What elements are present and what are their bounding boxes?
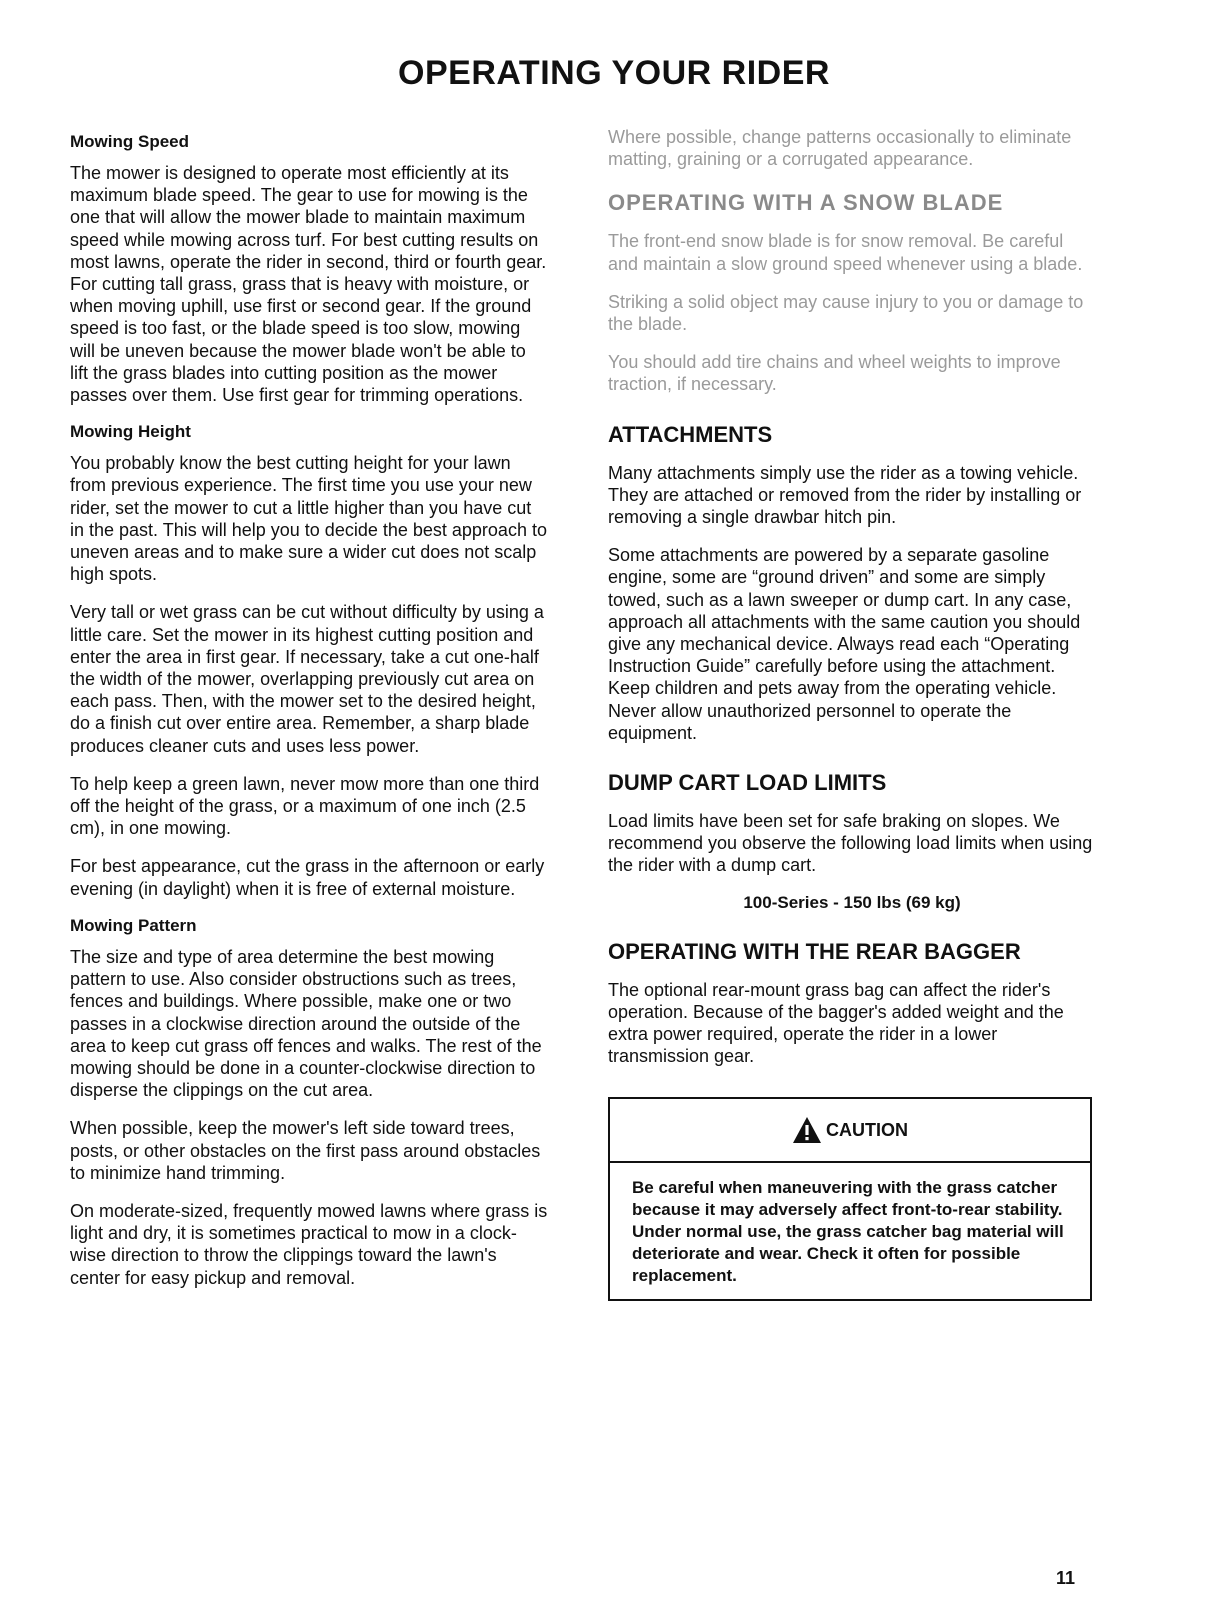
load-limit-value: 100-Series - 150 lbs (69 kg)	[743, 892, 961, 912]
dump-cart-paragraph: Load limits have been set for safe braking on slopes. We recommend you observe the following load limits when using the rider with a dump cart.	[608, 811, 1093, 876]
mowing-pattern-paragraph-3: On moderate-sized, frequently mowed lawns where grass is light and dry, it is sometimes practical to mow in a clock-wise direction to throw the clippings toward the lawn's center for easy pickup and removal.	[70, 1200, 548, 1288]
mowing-pattern-paragraph-2: When possible, keep the mower's left side toward trees, posts, or other obstacles on the first pass around obstacles to minimize hand trimming.	[70, 1118, 541, 1183]
mowing-height-paragraph-4: For best appearance, cut the grass in the afternoon or early evening (in daylight) when it is free of external moisture.	[70, 856, 545, 899]
mowing-speed-heading: Mowing Speed	[70, 132, 189, 151]
dump-cart-section	[608, 770, 1096, 913]
attachments-paragraph-2: Some attachments are powered by a separate gasoline engine, some are “ground driven” and some are simply towed, such as a lawn sweeper or dump cart. In any case, approach all attachments with the same caution you should give any mechanical device. Always read each “Operating Instruction Guide” carefully before using the attachment. Keep children and pets away from the operating vehicle. Never allow unauthorized personnel to operate the equipment.	[608, 545, 1081, 743]
left-column	[70, 126, 548, 1305]
rear-bagger-heading: OPERATING WITH THE REAR BAGGER	[608, 938, 1021, 964]
caution-box	[608, 1097, 1092, 1301]
dump-cart-heading: DUMP CART LOAD LIMITS	[608, 770, 887, 796]
snow-blade-paragraph-3: You should add tire chains and wheel weights to improve traction, if necessary.	[608, 352, 1061, 395]
snow-blade-paragraph-2: Striking a solid object may cause injury to you or damage to the blade.	[608, 291, 1084, 335]
page-title: OPERATING YOUR RIDER	[398, 54, 830, 92]
snow-blade-heading: OPERATING WITH A SNOW BLADE	[608, 190, 1004, 216]
mowing-height-paragraph-2: Very tall or wet grass can be cut without difficulty by using a little care. Set the mower in its highest cutting position and enter the area in first gear. If necessary, take a cut one-half the width of the mower, overlapping previously cut area on each pass. Then, with the mower set to the desired height, do a finish cut over entire area. Remember, a sharp blade produces cleaner cuts and uses less power.	[70, 602, 544, 756]
mowing-speed-section	[70, 132, 548, 406]
mowing-pattern-heading: Mowing Pattern	[70, 915, 197, 935]
page-number: 11	[1056, 1568, 1076, 1588]
mowing-height-paragraph-1: You probably know the best cutting height for your lawn from previous experience. The first time you use your new rider, set the mower to cut a little higher than you have cut in the past. This will help you to decide the best approach to uneven areas and to make sure a wider cut does not scalp high spots.	[70, 453, 547, 585]
mowing-height-paragraph-3: To help keep a green lawn, never mow more than one third off the height of the grass, or a maximum of one inch (2.5 cm), in one mowing.	[70, 773, 540, 839]
rear-bagger-paragraph: The optional rear-mount grass bag can affect the rider's operation. Because of the bagger's added weight and the extra power required, operate the rider in a lower transmission gear.	[608, 979, 1064, 1067]
mowing-pattern-section	[70, 916, 548, 1289]
mowing-speed-paragraph: The mower is designed to operate most efficiently at its maximum blade speed. The gear to use for mowing is the one that will allow the mower blade to maintain maximum speed while mowing across turf. For best cutting results on most lawns, operate the rider in second, third or fourth gear. For cutting tall grass, grass that is heavy with moisture, or when moving uphill, use first or second gear. If the ground speed is too fast, or the blade speed is too slow, mowing will be uneven because the mower blade won't be able to lift the grass blades into cutting position as the mower passes over them. Use first gear for trimming operations.	[70, 163, 547, 406]
pattern-continuation-paragraph: Where possible, change patterns occasionally to eliminate matting, graining or a corrugated appearance.	[608, 127, 1072, 170]
right-column	[608, 126, 1096, 1301]
mowing-height-heading: Mowing Height	[70, 422, 191, 442]
attachments-paragraph-1: Many attachments simply use the rider as a towing vehicle. They are attached or removed from the rider by installing or removing a single drawbar hitch pin.	[608, 462, 1082, 528]
snow-blade-paragraph-1: The front-end snow blade is for snow removal. Be careful and maintain a slow ground speed whenever using a blade.	[608, 231, 1083, 274]
rear-bagger-section	[608, 939, 1096, 1068]
warning-triangle-icon	[792, 1116, 822, 1144]
faded-section	[608, 126, 1096, 396]
attachments-heading: ATTACHMENTS	[608, 421, 773, 447]
mowing-height-section	[70, 422, 548, 900]
mowing-pattern-paragraph-1: The size and type of area determine the best mowing pattern to use. Also consider obstructions such as trees, fences and buildings. Where possible, make one or two passes in a clockwise direction around the outside of the area to keep cut grass off fences and walks. The rest of the mowing should be done in a counter-clockwise direction to disperse the clippings on the cut area.	[70, 946, 542, 1101]
attachments-section	[608, 422, 1096, 744]
caution-text: Be careful when maneuvering with the grass catcher because it may adversely affect front-to-rear stability. Under normal use, the grass catcher bag material will deteriorate and wear. Check it often for possible replacement.	[632, 1178, 1064, 1286]
caution-label: CAUTION	[826, 1119, 908, 1140]
caution-header	[610, 1099, 1090, 1163]
